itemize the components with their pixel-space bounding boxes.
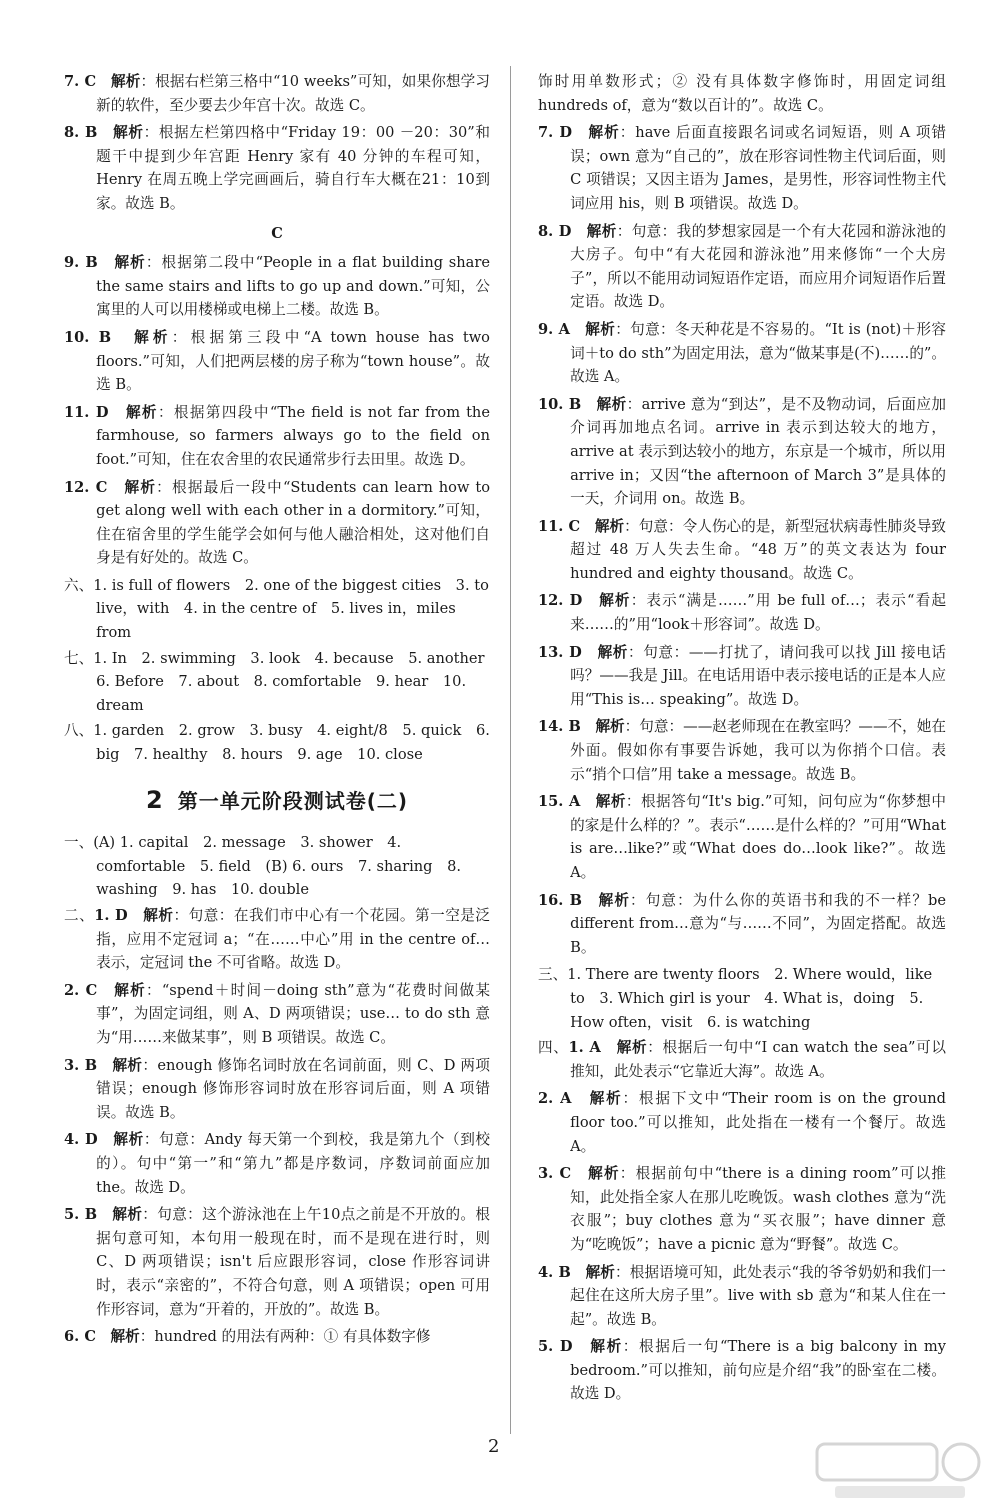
answer-letter: B	[84, 1056, 113, 1074]
page-number: 2	[488, 1436, 500, 1457]
explanation-text: ：hundred 的用法有两种：① 有具体数字修	[139, 1328, 431, 1346]
explanation-text: ：“spend＋时间－doing sth”意为“花费时间做某事”，为固定词组，则 A、D 两项错误；use… to do sth 意为“用……来做某事”，则 B 项错误。故选 C。	[96, 981, 490, 1046]
answer-item	[538, 318, 946, 389]
answer-item	[538, 1036, 946, 1083]
explanation-text: ：句意：——赵老师现在在教室吗？——不，她在外面。假如你有事要告诉她，我可以为你捎个口信。表示“捎个口信”用 take a message。故选 B。	[570, 718, 946, 783]
answer-item	[64, 1054, 490, 1125]
answer-letter: A	[568, 793, 596, 811]
answer-letter: C	[95, 478, 125, 496]
answer-item	[538, 121, 946, 215]
section-c-heading: C	[271, 224, 283, 242]
explanation-keyword: 解析	[112, 1206, 143, 1224]
explanation-text: ：根据前句中“there is a dining room”可以推知，此处指全家人在那儿吃晚饭。wash clothes 意为“洗衣服”；buy clothes 意为“买衣服”；have dinner 意为“吃晚饭”；have a picnic 意为“野餐”。故选 C。	[570, 1165, 946, 1253]
explanation-text: ：句意：我的梦想家园是一个有大花园和游泳池的大房子。句中“有大花园和游泳池”用来修饰“一个大房子”，所以不能用动词短语作定语，而应用介词短语作后置定语。故选 D。	[570, 222, 946, 311]
question-number: 8.	[64, 124, 85, 142]
explanation-keyword: 解析	[124, 478, 157, 496]
answer-item	[64, 979, 490, 1050]
explanation-keyword: 解析	[585, 1263, 616, 1281]
answer-item	[64, 1325, 490, 1349]
question-number: 4.	[64, 1131, 85, 1149]
question-number: 15.	[538, 793, 569, 811]
question-number: 10.	[64, 328, 99, 346]
answer-letter: D	[84, 1131, 114, 1149]
explanation-text: ：句意：为什么你的英语书和我的不一样？be different from…意为“与……不同”，为固定搭配。故选 B。	[570, 891, 946, 956]
explanation-keyword: 解析	[110, 1328, 140, 1346]
answer-letter: A	[589, 1039, 617, 1057]
explanation-text: ：根据第二段中“People in a flat building share the same stairs and lifts to go up and down.”可知，公寓里的人可以用楼梯或电梯上二楼。故选 B。	[96, 254, 490, 319]
question-number: 13.	[538, 643, 570, 661]
section-label: 四、	[538, 1039, 569, 1057]
answer-item	[538, 1335, 946, 1406]
answer-letter: C	[85, 981, 115, 999]
question-number: 7.	[64, 73, 85, 90]
unit-number: 2	[146, 785, 164, 814]
answer-item	[538, 1162, 946, 1256]
answer-letter: B	[568, 395, 597, 413]
explanation-text: ：句意：令人伤心的是，新型冠状病毒性肺炎导致超过 48 万人失去生命。“48 万”的英文表达为 four hundred and eighty thousand。故选 C。	[570, 517, 946, 582]
answer-letter: D	[569, 643, 598, 661]
explanation-keyword: 解析	[112, 1056, 143, 1074]
right-column	[538, 70, 946, 1410]
explanation-keyword: 解析	[125, 403, 158, 421]
answer-item	[64, 1128, 490, 1199]
answer-item	[538, 790, 946, 884]
answer-letter: C	[84, 73, 111, 90]
answer-item	[64, 904, 490, 975]
answer-letter: B	[85, 254, 115, 272]
explanation-text: ：句意：在我们市中心有一个花园。第一空是泛指，应用不定冠词 a；“在……中心”用 in the centre of…表示，定冠词 the 不可省略。故选 D。	[96, 907, 490, 972]
section-eight: 八、1. garden 2. grow 3. busy 4. eight/8 5. quick 6. big 7. healthy 8. hours 9. age 10. close	[64, 722, 490, 764]
explanation-keyword: 解析	[594, 517, 625, 535]
explanation-keyword: 解析	[589, 1090, 623, 1108]
question-number: 11.	[64, 403, 96, 421]
explanation-text: ：句意：冬天种花是不容易的。“It is (not)＋形容词＋to do sth”为固定用法，意为“做某事是(不)……的”。故选 A。	[570, 320, 946, 386]
question-number: 10.	[538, 395, 569, 413]
explanation-keyword: 解析	[113, 124, 144, 142]
answer-letter: D	[559, 1338, 591, 1356]
section-three: 三、1. There are twenty floors 2. Where would，like to 3. Which girl is your 4. What is，doing 5. How often，visit 6. is watching	[538, 966, 933, 1031]
explanation-text: ：句意：——打扰了，请问我可以找 Jill 接电话吗？——我是 Jill。在电话用语中表示接电话的正是本人应用“This is… speaking”。故选 D。	[570, 643, 947, 708]
answer-item	[64, 251, 490, 322]
answer-letter: C	[84, 1328, 111, 1346]
answer-letter: C	[559, 1165, 589, 1183]
explanation-keyword: 解析	[599, 592, 631, 610]
explanation-keyword: 解析	[110, 73, 141, 90]
answer-item	[538, 589, 946, 636]
question-number: 1.	[568, 1039, 590, 1057]
question-number: 3.	[538, 1165, 560, 1183]
question-number: 3.	[64, 1056, 85, 1074]
section-label: 二、	[64, 907, 95, 924]
explanation-text: ：have 后面直接跟名词或名词短语，则 A 项错误；own 意为“自己的”，放在形容词性物主代词后面，则 C 项错误；又因主语为 James，是男性，形容词性物主代词应用 his，则 B 项错误。故选 D。	[570, 124, 946, 212]
explanation-text: ：根据下文中“Their room is on the ground floor too.”可以推知，此处指在一楼有一个餐厅。故选 A。	[570, 1090, 946, 1155]
explanation-keyword: 解析	[143, 907, 174, 924]
answer-item	[538, 393, 946, 511]
answer-item	[538, 715, 946, 786]
answer-letter: D	[558, 222, 587, 240]
question-number: 12.	[538, 592, 570, 610]
question-number: 1.	[94, 907, 116, 924]
explanation-text: ：句意：这个游泳池在上午10点之前是不开放的。根据句意可知，本句用一般现在时，而不是现在进行时，则 C、D 两项错误；isn't 后应跟形容词，close 作形容词讲时，表示“亲密的”，不符合句意，则 A 项错误；open 可用作形容词，意为“开着的，开放的”。故选 B。	[96, 1206, 490, 1318]
continued-explanation: 饰时用单数形式；② 没有具体数字修饰时，用固定词组 hundreds of，意为“数以百计的”。故选 C。	[538, 73, 946, 114]
explanation-keyword: 解析	[585, 320, 616, 338]
answer-item	[538, 515, 946, 586]
answer-letter: D	[95, 403, 126, 421]
watermark-logo	[815, 1440, 985, 1502]
answer-letter: B	[568, 718, 596, 736]
explanation-text: ：根据左栏第四格中“Friday 19：00 －20：30”和题干中提到少年宫距 Henry 家有 40 分钟的车程可知，Henry 在周五晚上学完画画后，骑自行车大概在21：10到家。故选 B。	[96, 124, 490, 212]
answer-letter: B	[84, 124, 114, 142]
explanation-text: ：enough 修饰名词时放在名词前面，则 C、D 两项错误；enough 修饰形容词时放在形容词后面，则 A 项错误。故选 B。	[96, 1056, 490, 1121]
question-number: 5.	[64, 1206, 85, 1224]
question-number: 14.	[538, 718, 569, 736]
explanation-text: ：根据答句“It's big.”可知，问句应为“你梦想中的家是什么样的？”。表示“……是什么样的？”可用“What is are…like?”或“What does do…look like?”。故选 A。	[570, 793, 946, 881]
question-number: 8.	[538, 222, 559, 240]
answer-letter: B	[98, 328, 135, 346]
question-number: 12.	[64, 478, 96, 496]
explanation-text: ：句意：Andy 每天第一个到校，我是第九个（到校的）。句中“第一”和“第九”都是序数词，序数词前面应加 the。故选 D。	[96, 1131, 490, 1196]
left-column	[64, 70, 500, 1353]
explanation-keyword: 解析	[586, 222, 617, 240]
explanation-keyword: 解析	[597, 643, 628, 661]
answer-letter: B	[84, 1206, 113, 1224]
section-two-answers	[64, 904, 490, 1349]
answer-item	[64, 401, 490, 472]
explanation-keyword: 解析	[616, 1039, 648, 1057]
explanation-text: ：根据语境可知，此处表示“我的爷爷奶奶和我们一起住在这所大房子里”。live with sb 意为“和某人住在一起”。故选 B。	[570, 1263, 946, 1328]
explanation-keyword: 解析	[588, 124, 620, 142]
answer-letter: C	[568, 517, 595, 535]
question-number: 6.	[64, 1328, 85, 1346]
section-six: 六、1. is full of flowers 2. one of the biggest cities 3. to live，with 4. in the centre of 5. lives in，miles from	[64, 576, 489, 642]
explanation-keyword: 解析	[590, 1338, 623, 1356]
answer-letter: D	[559, 124, 589, 142]
question-number: 2.	[538, 1090, 561, 1108]
answer-item	[64, 70, 490, 117]
answer-item	[538, 220, 946, 314]
question-number: 5.	[538, 1338, 560, 1356]
explanation-keyword: 解析	[114, 981, 146, 999]
explanation-text: ：根据第三段中“A town house has two floors.”可知，人们把两层楼的房子称为“town house”。故选 B。	[96, 328, 490, 394]
section-seven: 七、1. In 2. swimming 3. look 4. because 5. another 6. Before 7. about 8. comfortable 9. hear 10. dream	[64, 649, 500, 714]
question-number: 9.	[64, 254, 86, 272]
question-number: 16.	[538, 891, 570, 909]
explanation-text: ：根据最后一段中“Students can learn how to get along well with each other in a dormitory.”可知，住在宿舍里的学生能学会如何与他人融洽相处，这对他们自身是有好处的。故选 C。	[96, 478, 490, 567]
answer-item	[538, 641, 946, 712]
explanation-keyword: 解析	[598, 891, 631, 909]
answer-item	[64, 326, 490, 397]
question-number: 9.	[538, 320, 559, 338]
explanation-keyword: 解析	[595, 718, 625, 736]
answer-item	[538, 889, 946, 960]
section-one: 一、(A) 1. capital 2. message 3. shower 4. comfortable 5. field (B) 6. ours 7. sharing 8. washing 9. has 10. double	[64, 834, 462, 899]
answer-letter: D	[569, 592, 600, 610]
answers-group-c	[64, 251, 490, 570]
explanation-text: ：根据第四段中“The field is not far from the farmhouse, so farmers always go to the field on foot.”可知，住在农舍里的农民通常步行去田里。故选 D。	[96, 403, 490, 468]
explanation-text: ：arrive 意为“到达”，是不及物动词，后面应加介词再加地点名词。arrive in 表示到达较大的地方，arrive at 表示到达较小的地方，东京是一个城市，所以用 arrive in；又因“the afternoon of March 3”是具体的一天，介词用 on。故选 B。	[570, 395, 946, 508]
unit-title	[64, 785, 490, 814]
question-number: 4.	[538, 1263, 559, 1281]
question-number: 11.	[538, 517, 569, 535]
answer-letter: A	[558, 320, 586, 338]
explanation-text: ：表示“满是……”用 be full of…；表示“看起来……的”用“look＋形容词”。故选 D。	[570, 592, 946, 634]
explanation-keyword: 解析	[114, 254, 146, 272]
answer-letter: B	[558, 1263, 586, 1281]
answer-item	[538, 1087, 946, 1158]
question-number: 7.	[538, 124, 560, 142]
explanation-text: ：根据后一句中“I can watch the sea”可以推知，此处表示“它靠近大海”。故选 A。	[570, 1039, 946, 1080]
section-two-answers-continued	[538, 121, 946, 959]
explanation-keyword: 解析	[595, 793, 626, 811]
explanation-keyword: 解析	[596, 395, 627, 413]
answer-letter: A	[560, 1090, 590, 1108]
question-number: 2.	[64, 981, 86, 999]
explanation-text: ：根据后一句“There is a big balcony in my bedroom.”可以推知，前句应是介绍“我”的卧室在二楼。故选 D。	[570, 1338, 946, 1403]
explanation-keyword: 解析	[588, 1165, 620, 1183]
column-divider	[510, 66, 511, 1434]
explanation-keyword: 解析	[134, 328, 172, 346]
answer-item	[64, 1203, 490, 1321]
answer-letter: D	[115, 907, 144, 924]
explanation-keyword: 解析	[113, 1131, 144, 1149]
answer-item	[538, 1261, 946, 1332]
answers-group-b	[64, 70, 490, 216]
answer-letter: B	[569, 891, 599, 909]
unit-title-text: 第一单元阶段测试卷(二)	[177, 788, 408, 813]
explanation-text: ：根据右栏第三格中“10 weeks”可知，如果你想学习新的软件，至少要去少年宫十次。故选 C。	[96, 73, 490, 114]
section-four-answers	[538, 1036, 946, 1406]
answer-item	[64, 476, 490, 570]
answer-item	[64, 121, 490, 215]
